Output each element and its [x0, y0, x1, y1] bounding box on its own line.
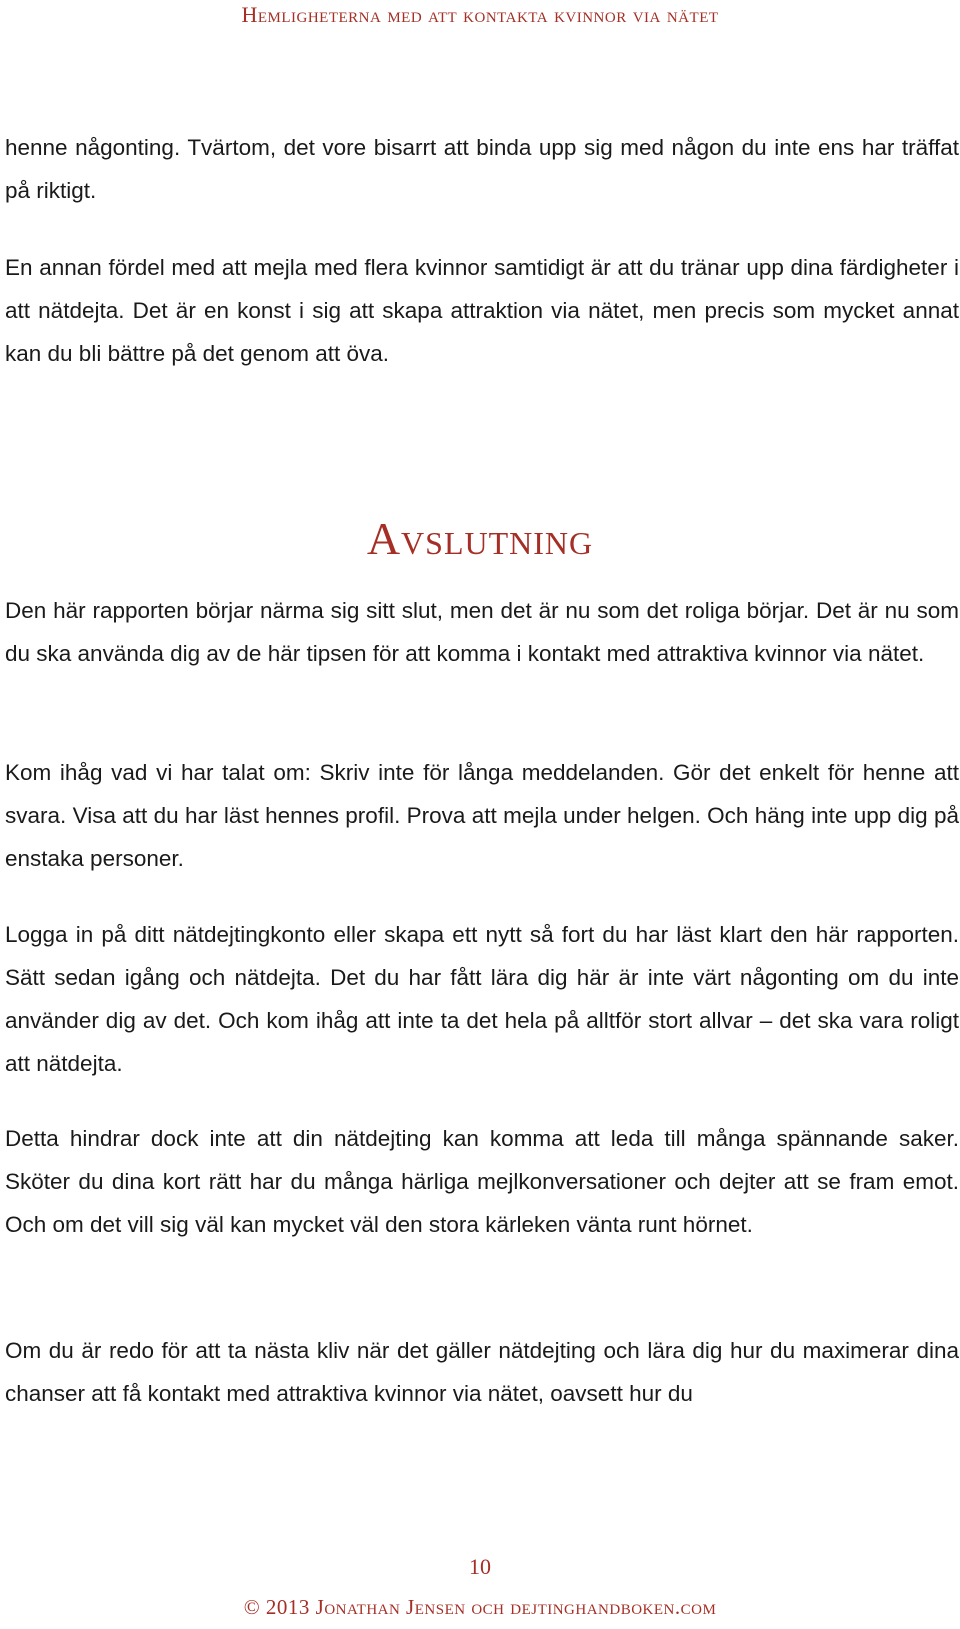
section-heading: Avslutning	[366, 513, 594, 564]
running-header: Hemligheterna med att kontakta kvinnor via nätet	[241, 2, 719, 27]
paragraph-conclusion-intro: Den här rapporten börjar närma sig sitt slut, men det är nu som det roliga börjar. Det är nu som du ska använda dig av de här tipsen för att komma i kontakt med attraktiva kvinnor via nätet.	[5, 598, 959, 666]
paragraph-log-in: Logga in på ditt nätdejtingkonto eller skapa ett nytt så fort du har läst klart den här rapporten. Sätt sedan igång och nätdejta. Det du har fått lära dig här är inte värt någonting om du inte använder dig av det. Och kom ihåg att inte ta det hela på alltför stort allvar – det ska vara roligt att nätdejta.	[5, 922, 959, 1076]
paragraph-remember-tips: Kom ihåg vad vi har talat om: Skriv inte för långa meddelanden. Gör det enkelt för henne att svara. Visa att du har läst hennes profil. Prova att mejla under helgen. Och häng inte upp dig på enstaka personer.	[5, 760, 959, 871]
paragraph-email-multiple: En annan fördel med att mejla med flera kvinnor samtidigt är att du tränar upp dina färdigheter i att nätdejta. Det är en konst i sig att skapa attraktion via nätet, men precis som mycket annat kan du bli bättre på det genom att öva.	[5, 255, 959, 366]
footer-copyright: © 2013 Jonathan Jensen och dejtinghandboken.com	[243, 1595, 717, 1619]
page-number: 10	[469, 1554, 491, 1579]
paragraph-exciting-things: Detta hindrar dock inte att din nätdejting kan komma att leda till många spännande saker. Sköter du dina kort rätt har du många härliga mejlkonversationer och dejter att se fram emot. Och om det vill sig väl kan mycket väl den stora kärleken vänta runt hörnet.	[5, 1126, 959, 1237]
paragraph-next-step: Om du är redo för att ta nästa kliv när det gäller nätdejting och lära dig hur du maximerar dina chanser att få kontakt med attraktiva kvinnor via nätet, oavsett hur du	[5, 1338, 959, 1406]
paragraph-continuation: henne någonting. Tvärtom, det vore bisarrt att binda upp sig med någon du inte ens har träffat på riktigt.	[5, 135, 959, 203]
